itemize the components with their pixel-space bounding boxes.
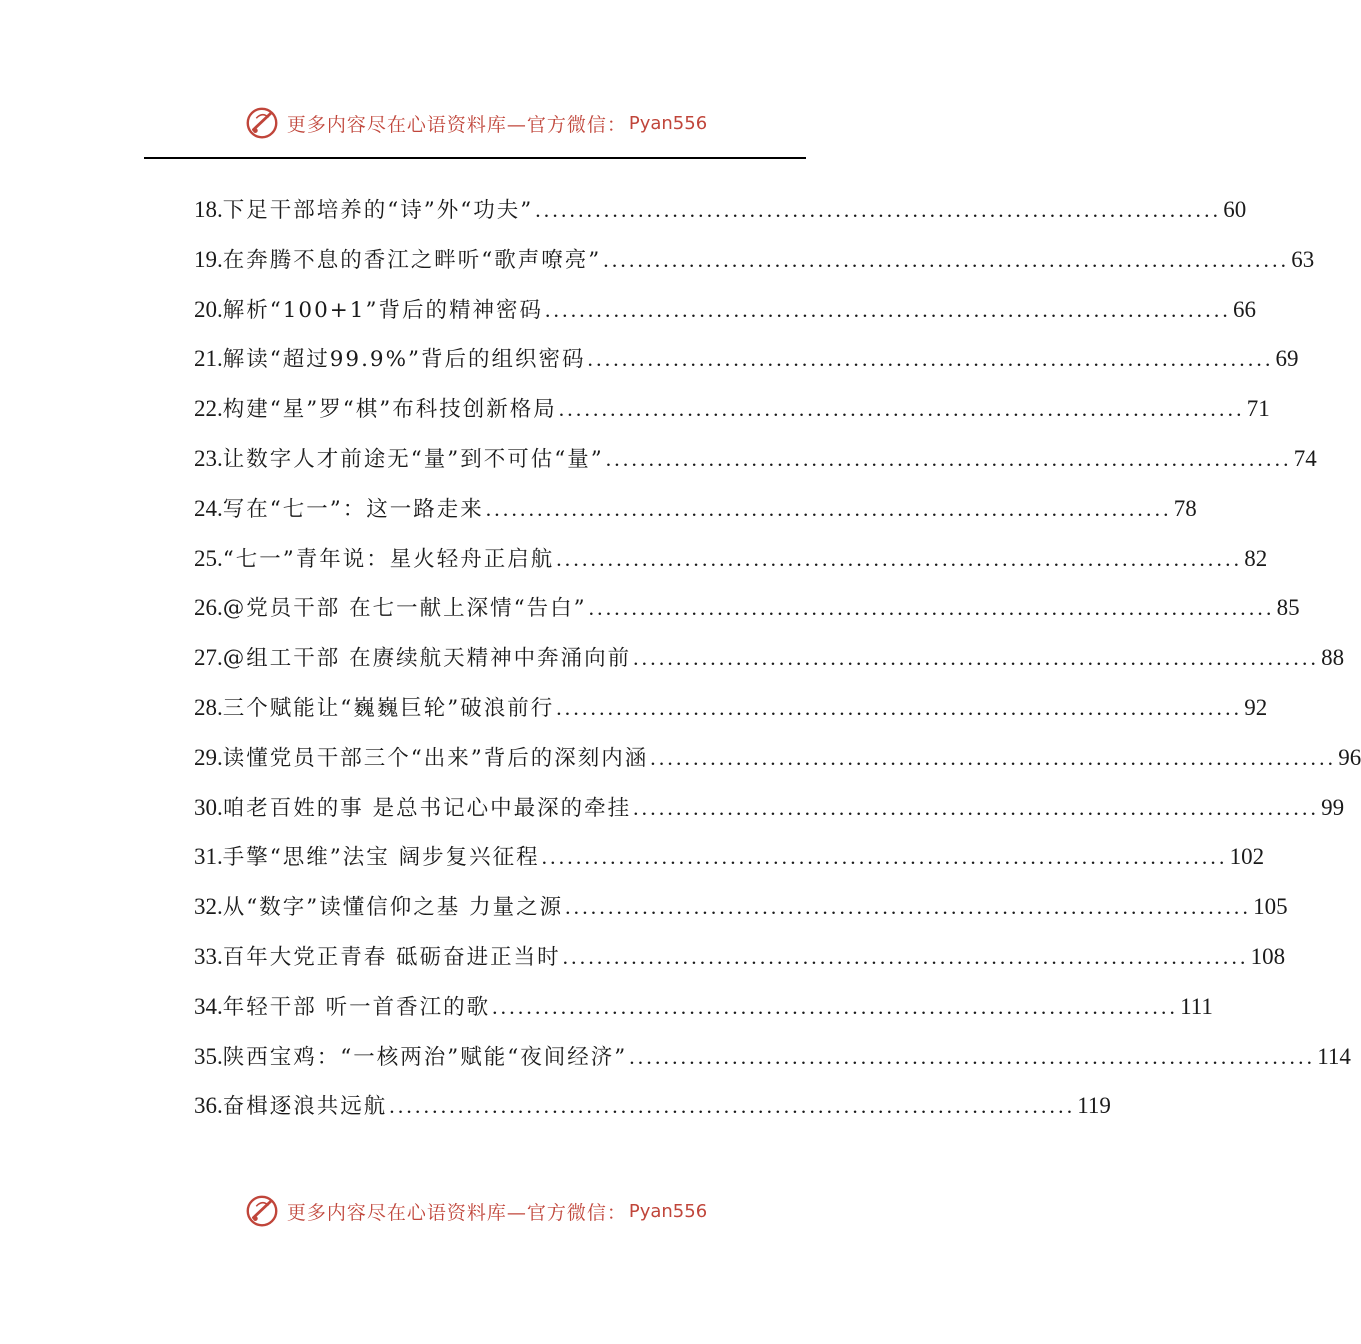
toc-entry[interactable] (194, 1032, 1351, 1082)
toc-entry-number: 28. (194, 694, 223, 720)
toc-entry-number: 34. (194, 993, 223, 1019)
toc-entry[interactable] (194, 1081, 1111, 1131)
toc-dot-leader: ................................................................................ (629, 1044, 1316, 1069)
toc-entry-number: 32. (194, 894, 223, 920)
toc-entry-number: 23. (194, 445, 223, 471)
toc-entry[interactable] (194, 285, 1256, 335)
toc-entry-number: 24. (194, 495, 223, 521)
toc-entry-title: 解读“超过99.9%”背后的组织密码 (222, 347, 586, 373)
toc-entry-title: 从“数字”读懂信仰之基 力量之源 (222, 895, 564, 921)
toc-dot-leader: ................................................................................ (535, 198, 1222, 222)
toc-entry[interactable] (194, 683, 1268, 733)
brand-logo-icon (243, 1192, 281, 1230)
toc-dot-leader: ................................................................................ (492, 994, 1179, 1019)
toc-dot-leader: ................................................................................ (558, 397, 1245, 422)
toc-entry-page: 111 (1180, 993, 1213, 1019)
toc-entry-number: 19. (194, 246, 223, 272)
toc-entry-title: 读懂党员干部三个“出来”背后的深刻内涵 (222, 745, 649, 771)
toc-entry-number: 27. (194, 645, 223, 671)
toc-entry-title: 构建“星”罗“棋”布科技创新格局 (222, 397, 557, 423)
toc-dot-leader: ................................................................................ (650, 745, 1337, 770)
toc-dot-leader: ................................................................................ (588, 596, 1275, 621)
toc-dot-leader: ................................................................................ (541, 845, 1228, 870)
header-wechat-id: Pyan556 (628, 112, 708, 134)
toc-entry-title: 写在“七一”：这一路走来 (222, 496, 484, 522)
toc-entry-number: 36. (194, 1093, 223, 1119)
toc-entry-title: 百年大党正青春 砥砺奋进正当时 (222, 944, 561, 970)
toc-entry[interactable] (194, 832, 1265, 882)
toc-entry[interactable] (194, 882, 1288, 932)
toc-entry[interactable] (194, 932, 1286, 982)
toc-entry[interactable] (194, 484, 1197, 534)
toc-entry-title: 手擎“思维”法宝 阔步复兴征程 (222, 845, 540, 871)
toc-entry[interactable] (194, 185, 1247, 235)
toc-entry-title: 年轻干部 听一首香江的歌 (222, 994, 491, 1020)
toc-dot-leader: ................................................................................ (562, 944, 1249, 969)
toc-entry-number: 29. (194, 744, 223, 770)
toc-entry[interactable] (194, 534, 1268, 584)
toc-entry-page: 99 (1321, 794, 1345, 820)
toc-entry-page: 108 (1250, 943, 1286, 969)
toc-entry-page: 114 (1317, 1043, 1351, 1069)
header-rule (144, 157, 806, 159)
toc-entry-page: 92 (1244, 694, 1268, 720)
toc-dot-leader: ................................................................................ (633, 795, 1320, 820)
toc-entry-title: @党员干部 在七一献上深情“告白” (222, 596, 587, 622)
toc-entry-title: 下足干部培养的“诗”外“功夫” (222, 198, 534, 223)
toc-entry-number: 26. (194, 595, 223, 621)
toc-entry-page: 69 (1275, 346, 1299, 372)
toc-entry-page: 60 (1223, 197, 1247, 222)
toc-entry-number: 35. (194, 1043, 223, 1069)
toc-entry-number: 18. (194, 197, 223, 222)
toc-entry-number: 33. (194, 943, 223, 969)
toc-entry-number: 31. (194, 844, 223, 870)
toc-entry-title: 咱老百姓的事 是总书记心中最深的牵挂 (222, 795, 632, 821)
toc-entry-title: 三个赋能让“巍巍巨轮”破浪前行 (222, 695, 555, 721)
toc-entry[interactable] (194, 434, 1317, 484)
toc-entry-page: 88 (1321, 645, 1345, 671)
toc-entry-title: 陕西宝鸡：“一核两治”赋能“夜间经济” (222, 1044, 628, 1070)
header-banner (0, 101, 950, 145)
toc-entry[interactable] (194, 334, 1299, 384)
toc-entry-number: 20. (194, 296, 223, 322)
toc-entry-title: 让数字人才前途无“量”到不可估“量” (222, 446, 604, 472)
table-of-contents (194, 185, 1361, 1131)
toc-entry-title: @组工干部 在赓续航天精神中奔涌向前 (222, 646, 632, 672)
toc-entry[interactable] (194, 384, 1270, 434)
toc-entry-title: 解析“100+1”背后的精神密码 (222, 297, 543, 323)
toc-entry-page: 71 (1246, 396, 1270, 422)
toc-entry-title: “七一”青年说：星火轻舟正启航 (222, 546, 555, 572)
toc-entry-page: 96 (1338, 744, 1361, 770)
toc-entry-page: 74 (1293, 445, 1317, 471)
toc-dot-leader: ................................................................................ (565, 895, 1252, 920)
toc-entry[interactable] (194, 235, 1315, 285)
toc-entry-page: 85 (1276, 595, 1300, 621)
toc-entry-page: 119 (1077, 1093, 1111, 1119)
toc-dot-leader: ................................................................................ (556, 546, 1243, 571)
footer-banner (0, 1189, 950, 1233)
toc-entry-page: 66 (1232, 296, 1256, 322)
toc-dot-leader: ................................................................................ (556, 695, 1243, 720)
toc-entry-page: 102 (1229, 844, 1265, 870)
footer-wechat-id: Pyan556 (628, 1200, 708, 1222)
toc-entry[interactable] (194, 633, 1345, 683)
brand-logo-icon (243, 104, 281, 142)
header-brand-text: 更多内容尽在心语资料库—官方微信： (286, 113, 627, 136)
toc-entry-page: 78 (1173, 495, 1197, 521)
toc-dot-leader: ................................................................................ (603, 247, 1290, 272)
toc-entry-page: 82 (1244, 545, 1268, 571)
toc-entry[interactable] (194, 583, 1300, 633)
toc-entry-title: 奋楫逐浪共远航 (222, 1094, 388, 1120)
footer-brand-text: 更多内容尽在心语资料库—官方微信： (286, 1201, 627, 1224)
toc-entry[interactable] (194, 783, 1345, 833)
toc-dot-leader: ................................................................................ (544, 297, 1231, 322)
toc-entry-page: 63 (1291, 246, 1315, 272)
toc-entry[interactable] (194, 982, 1213, 1032)
toc-entry-title: 在奔腾不息的香江之畔听“歌声嘹亮” (222, 247, 602, 273)
toc-entry-page: 105 (1253, 894, 1288, 920)
toc-dot-leader: ................................................................................ (605, 446, 1292, 471)
toc-dot-leader: ................................................................................ (633, 646, 1320, 671)
toc-dot-leader: ................................................................................ (389, 1094, 1076, 1119)
toc-entry-number: 30. (194, 794, 223, 820)
toc-dot-leader: ................................................................................ (587, 347, 1274, 372)
toc-entry-number: 25. (194, 545, 223, 571)
toc-entry-number: 21. (194, 346, 223, 372)
toc-entry[interactable] (194, 733, 1361, 783)
toc-entry-number: 22. (194, 396, 223, 422)
toc-dot-leader: ................................................................................ (485, 496, 1172, 521)
